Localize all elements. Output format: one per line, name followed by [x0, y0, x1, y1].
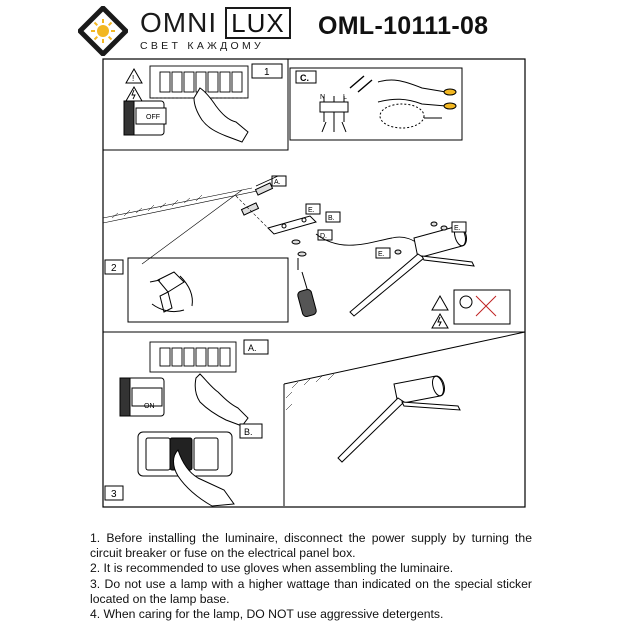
screwdriver-small-icon [350, 76, 372, 92]
drill-leader [142, 190, 242, 264]
drill-icon [150, 272, 192, 312]
breaker-panel-on [150, 342, 236, 372]
instructions-text [90, 531, 532, 622]
wire-l-label: L [343, 94, 347, 101]
wall-hatch-top [103, 188, 262, 223]
installed-lamp [338, 375, 460, 462]
brand-omni: OMNI [140, 7, 218, 38]
wire-n-label: N [320, 94, 326, 101]
label-e-right: E. [454, 225, 461, 232]
instruction-2: 2. It is recommended to use gloves when assembling the luminaire. [90, 561, 454, 576]
instruction-3: 3. Do not use a lamp with a higher wattage than indicated on the special sticker located on the lamp base. [90, 576, 532, 606]
svg-text:!: ! [132, 74, 135, 83]
omnilux-logo-icon [78, 6, 128, 56]
wall-hatching [112, 195, 202, 218]
model-number: OML-10111-08 [318, 12, 489, 40]
document-header [0, 0, 623, 60]
brand-tagline: СВЕТ КАЖДОМУ [140, 40, 265, 52]
label-e-top: E. [308, 207, 315, 214]
label-a-bottom: A. [248, 343, 257, 353]
step2-panel [128, 258, 288, 322]
installation-diagram [102, 58, 526, 508]
step3-number: 3 [111, 489, 117, 500]
hand-pointing-icon [194, 88, 248, 142]
screwdriver-icon [297, 272, 317, 317]
label-c: C. [300, 73, 309, 83]
mounting-plate [268, 216, 316, 234]
label-e-lower: E. [378, 251, 385, 258]
brand-lux: LUX [225, 7, 291, 39]
step1-number: 1 [264, 67, 270, 78]
warning-sign-icon [126, 69, 142, 101]
wall-hatch-bottom [286, 374, 334, 410]
label-b-top: B. [328, 215, 335, 222]
label-a-top: A. [274, 179, 281, 186]
step2-number: 2 [111, 263, 117, 274]
breaker-switch-on [120, 378, 164, 416]
instruction-4: 4. When caring for the lamp, DO NOT use aggressive detergents. [90, 607, 444, 622]
wall-anchor-a [241, 183, 272, 215]
wall-perspective [284, 332, 525, 506]
brand-name [140, 7, 291, 39]
off-label: OFF [146, 114, 160, 121]
ground-terminal-icon [320, 96, 348, 132]
instruction-1: 1. Before installing the luminaire, disconnect the power supply by turning the circuit breaker or fuse on the electrical panel box. [90, 531, 532, 561]
on-label: ON [144, 403, 155, 410]
wall-lamp [350, 225, 474, 316]
wire-connection-detail [378, 80, 456, 128]
safety-warning-icons [432, 290, 510, 328]
hand-pointing-icon-2 [195, 374, 248, 426]
label-d-top: D. [320, 233, 327, 240]
mounting-screws [292, 240, 306, 270]
label-b-bottom: B. [244, 427, 253, 437]
